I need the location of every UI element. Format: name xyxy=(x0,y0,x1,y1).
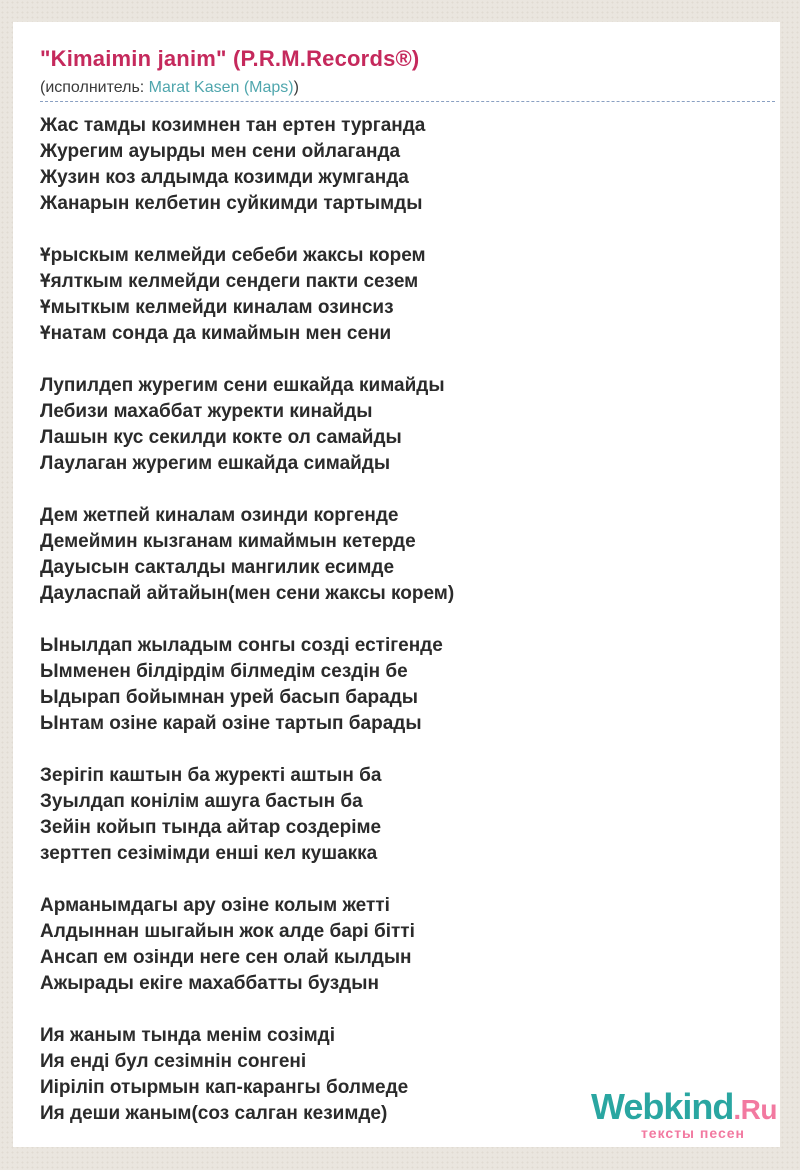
lyric-line: Дауласпай айтайын(мен сени жаксы корем) xyxy=(40,583,455,604)
lyric-line: Зейін койып тында айтар создеріме xyxy=(40,817,382,838)
lyric-stanza xyxy=(40,763,780,867)
lyric-line: Ұмыткым келмейди киналам озинсиз xyxy=(40,297,394,318)
lyric-line: Ынылдап жыладым сонгы созді естігенде xyxy=(40,635,443,656)
artist-line xyxy=(40,78,780,97)
lyrics-body xyxy=(40,113,780,1127)
lyric-line: Жас тамды козимнен тан ертен турганда xyxy=(40,115,426,136)
lyric-line: Ыдырап бойымнан урей басып барады xyxy=(40,687,418,708)
lyric-line: Ұялткым келмейди сендеги пакти сезем xyxy=(40,271,419,292)
lyric-line: Ымменен білдірдім білмедім сездін бе xyxy=(40,661,408,682)
lyric-stanza xyxy=(40,503,780,607)
lyric-line: Лашын кус секилди кокте ол самайды xyxy=(40,427,402,448)
logo-text-ru: .Ru xyxy=(733,1094,777,1125)
lyric-line: Ия жаным тында менім созімді xyxy=(40,1025,335,1046)
lyric-line: Дауысын сакталды мангилик есимде xyxy=(40,557,395,578)
lyric-line: Зерігіп каштын ба журекті аштын ба xyxy=(40,765,382,786)
logo-text-webkind: Webkind xyxy=(591,1086,734,1127)
lyric-line: Лебизи махаббат журекти кинайды xyxy=(40,401,373,422)
lyric-stanza xyxy=(40,113,780,217)
lyric-line: Ұрыскым келмейди себеби жаксы корем xyxy=(40,245,426,266)
lyric-line: зерттеп сезімімди енші кел кушакка xyxy=(40,843,378,864)
lyric-line: Журегим ауырды мен сени ойлаганда xyxy=(40,141,401,162)
lyric-line: Ынтам озіне карай озіне тартып барады xyxy=(40,713,422,734)
lyric-stanza xyxy=(40,373,780,477)
lyric-line: Дем жетпей киналам озинди коргенде xyxy=(40,505,399,526)
lyric-line: Лаулаган журегим ешкайда симайды xyxy=(40,453,391,474)
song-title: "Kimaimin janim" (P.R.M.Records®) xyxy=(40,46,420,71)
lyric-line: Иіріліп отырмын кап-карангы болмеде xyxy=(40,1077,409,1098)
logo-tagline: тексты песен xyxy=(640,1125,745,1141)
content-panel xyxy=(13,22,780,1147)
lyric-line: Жанарын келбетин суйкимди тартымды xyxy=(40,193,423,214)
lyric-stanza xyxy=(40,633,780,737)
lyric-line: Ия енді бул сезімнін сонгені xyxy=(40,1051,307,1072)
artist-label: (исполнитель: xyxy=(40,79,149,96)
lyric-line: Ия деши жаным(соз салган кезимде) xyxy=(40,1103,388,1124)
dotted-separator xyxy=(40,101,775,102)
lyric-stanza xyxy=(40,243,780,347)
lyric-stanza xyxy=(40,893,780,997)
lyric-line: Ұнатам сонда да кимаймын мен сени xyxy=(40,323,392,344)
lyric-line: Арманымдагы ару озіне колым жетті xyxy=(40,895,390,916)
webkind-logo[interactable] xyxy=(591,1086,777,1141)
logo-wordmark xyxy=(591,1086,777,1127)
lyric-line: Алдыннан шыгайын жок алде барі бітті xyxy=(40,921,415,942)
lyric-line: Лупилдеп журегим сени ешкайда кимайды xyxy=(40,375,445,396)
lyric-line: Ажырады екіге махаббатты буздын xyxy=(40,973,379,994)
lyric-line: Жузин коз алдымда козимди жумганда xyxy=(40,167,409,188)
artist-suffix: ) xyxy=(293,79,299,96)
artist-link[interactable]: Marat Kasen (Maps) xyxy=(148,79,294,96)
lyric-line: Демеймин кызганам кимаймын кетерде xyxy=(40,531,416,552)
lyric-line: Зуылдап конілім ашуга бастын ба xyxy=(40,791,363,812)
lyric-line: Ансап ем озінди неге сен олай кылдын xyxy=(40,947,412,968)
